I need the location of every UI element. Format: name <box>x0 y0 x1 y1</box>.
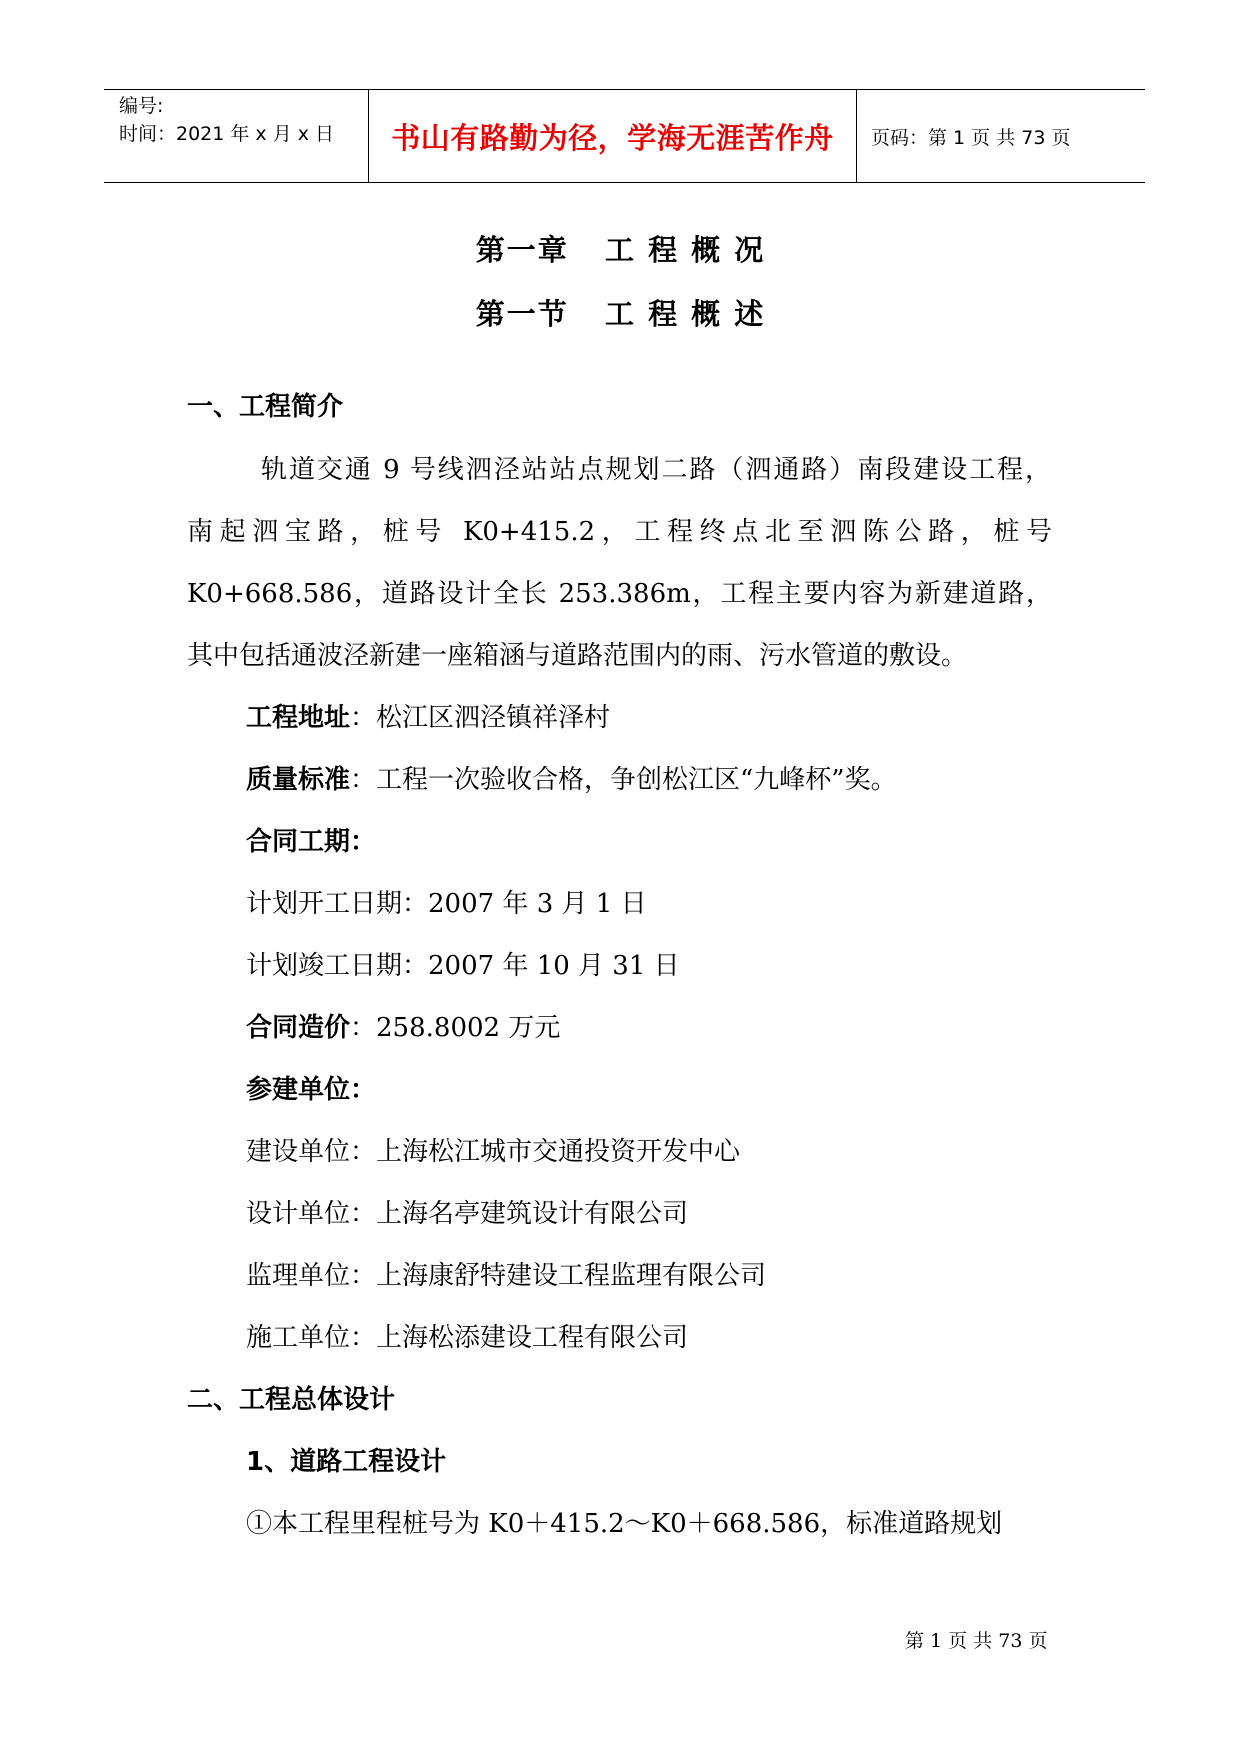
supervision-unit: 监理单位：上海康舒特建设工程监理有限公司 <box>246 1261 767 1291</box>
footer-page-number: 第 1 页 共 73 页 <box>905 1630 1048 1652</box>
part1-heading: 一、工程简介 <box>187 392 344 422</box>
design-unit: 设计单位：上海名亭建筑设计有限公司 <box>246 1199 689 1229</box>
part2-heading: 二、工程总体设计 <box>187 1385 396 1415</box>
contract-cost-label: 合同造价 <box>246 1013 351 1043</box>
header-meta-cell <box>104 90 369 182</box>
contract-cost-line <box>246 1010 560 1046</box>
road-design-heading: 1、道路工程设计 <box>246 1447 447 1477</box>
address-line <box>246 700 610 736</box>
chapter-title: 第一章 工 程 概 况 <box>475 233 766 267</box>
participating-units-label: 参建单位： <box>246 1075 377 1105</box>
contract-cost-value: ：258.8002 万元 <box>350 1013 561 1043</box>
road-design-line-1: ①本工程里程桩号为 K0＋415.2～K0＋668.586，标准道路规划 <box>246 1509 1003 1539</box>
header-page-cell <box>857 90 1145 182</box>
header-page-number: 页码：第 1 页 共 73 页 <box>871 126 1071 149</box>
planned-start-date: 计划开工日期：2007 年 3 月 1 日 <box>246 889 647 919</box>
construction-owner: 建设单位：上海松江城市交通投资开发中心 <box>246 1137 741 1167</box>
document-time-label: 时间：2021 年 x 月 x 日 <box>119 123 335 145</box>
section-title: 第一节 工 程 概 述 <box>475 297 766 331</box>
document-number-label: 编号: <box>119 95 164 117</box>
intro-line-2: 南起泗宝路，桩号 K0+415.2，工程终点北至泗陈公路，桩号 <box>187 517 1052 547</box>
quality-line <box>246 762 897 798</box>
quality-label: 质量标准 <box>246 765 351 795</box>
address-value: ：松江区泗泾镇祥泽村 <box>350 703 611 733</box>
planned-end-date: 计划竣工日期：2007 年 10 月 31 日 <box>246 951 680 981</box>
intro-line-4: 其中包括通波泾新建一座箱涵与道路范围内的雨、污水管道的敷设。 <box>187 641 968 671</box>
contractor-unit: 施工单位：上海松添建设工程有限公司 <box>246 1323 689 1353</box>
intro-line-3: K0+668.586，道路设计全长 253.386m，工程主要内容为新建道路， <box>187 579 1052 609</box>
header-table <box>104 89 1145 183</box>
header-motto: 书山有路勤为径，学海无涯苦作舟 <box>391 120 834 155</box>
header-motto-cell <box>369 90 857 182</box>
contract-period-label: 合同工期： <box>246 827 377 857</box>
address-label: 工程地址 <box>246 703 351 733</box>
quality-value: ：工程一次验收合格，争创松江区“九峰杯”奖。 <box>350 765 897 795</box>
intro-line-1: 轨道交通 9 号线泗泾站站点规划二路（泗通路）南段建设工程， <box>261 455 1051 485</box>
